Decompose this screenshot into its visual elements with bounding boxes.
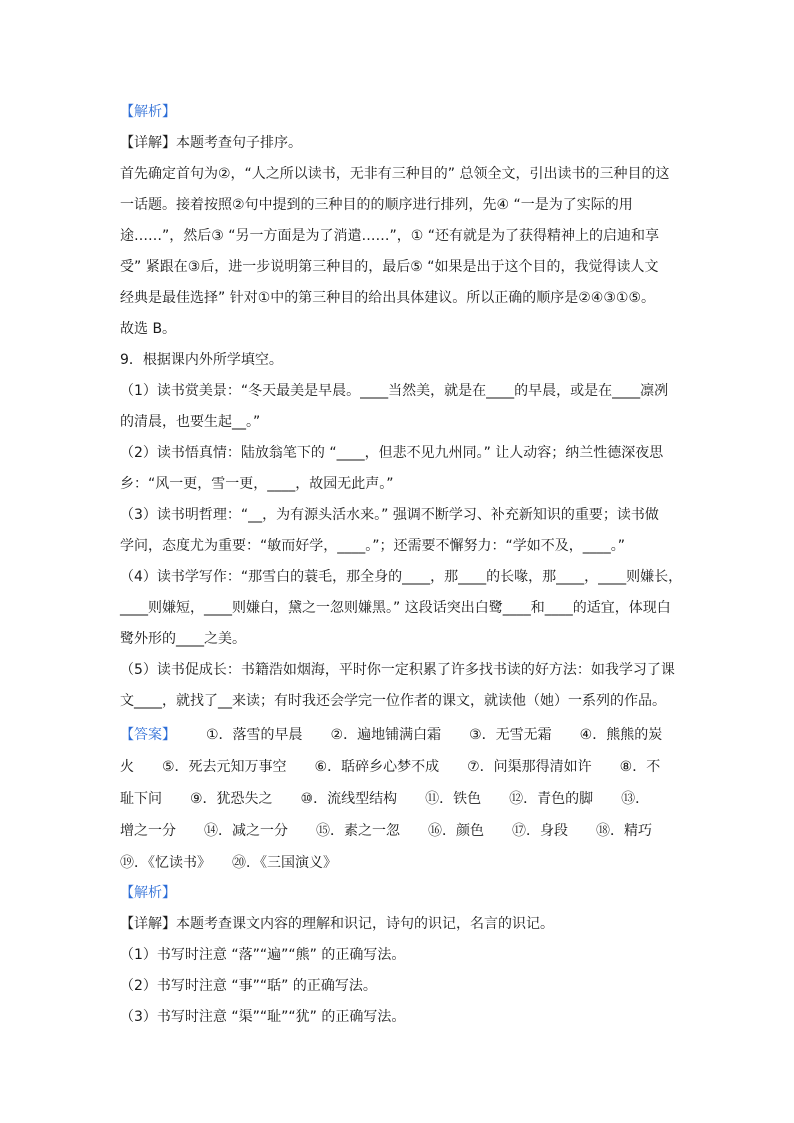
answer-row (120, 853, 690, 873)
text-line: （1）书写时注意 “落”“遍”“熊” 的正确写法。 (120, 947, 406, 963)
text-line: （2）书写时注意 “事”“聒” 的正确写法。 (120, 978, 377, 994)
text-line: （3）读书明哲理：“__，为有源头活水来。” 强调不断学习、补充新知识的重要；读书做 (120, 507, 659, 523)
text-line: 【详解】本题考查句子排序。 (120, 135, 302, 151)
text-line: （1）读书赏美景：“冬天最美是早晨。____当然美，就是在____的早晨，或是在____凛冽 (120, 383, 669, 399)
text-line: 乡：“风一更，雪一更，____，故园无此声。” (120, 476, 394, 492)
answer-text: 耻下问 ⑨．犹恐失之 ⑩．流线型结构 ⑪．铁色 ⑫．青色的脚 ⑬． (120, 791, 650, 807)
text-line: 的清晨，也要生起__。” (120, 414, 261, 430)
text-line: 学问，态度尤为重要：“敏而好学，____。”；还需要不懈努力：“学如不及，____。” (120, 538, 626, 554)
text-line: （2）读书悟真情：陆放翁笔下的 “____，但悲不见九州同。” 让人动容；纳兰性德深夜思 (120, 445, 664, 461)
answer-row (120, 821, 690, 841)
answer-row (120, 789, 690, 809)
answer-label: 【答案】 (120, 727, 176, 743)
text-line: 【解析】 (120, 104, 176, 120)
answer-text: ⑲．《忆读书》 ⑳．《三国演义》 (120, 855, 337, 871)
answer-row (120, 757, 690, 777)
answer-text: 增之一分 ⑭．减之一分 ⑮．素之一忽 ⑯．颜色 ⑰．身段 ⑱．精巧 (120, 823, 652, 839)
text-line: 首先确定首句为②，“人之所以读书，无非有三种目的” 总领全文，引出读书的三种目的这 (120, 166, 670, 182)
answer-text: 火 ⑤．死去元知万事空 ⑥．聒碎乡心梦不成 ⑦．问渠那得清如许 ⑧．不 (120, 759, 661, 775)
text-line: （5）读书促成长：书籍浩如烟海，平时你一定积累了许多找书读的好方法：如我学习了课 (120, 662, 675, 678)
text-line: 鹭外形的____之美。 (120, 631, 246, 647)
text-line: 途……”，然后③ “另一方面是为了消遣……”，① “还有就是为了获得精神上的启迪和享 (120, 228, 660, 244)
text-line: 一话题。接着按照②句中提到的三种目的的顺序进行排列，先④ “一是为了实际的用 (120, 197, 633, 213)
text-line: 【解析】 (120, 885, 176, 901)
text-line: 经典是最佳选择” 针对①中的第三种目的给出具体建议。所以正确的顺序是②④③①⑤。 (120, 290, 656, 306)
answer-text: ①．落雪的早晨 ②．遍地铺满白霜 ③．无雪无霜 ④．熊熊的炭 (206, 727, 663, 743)
text-line: ____则嫌短，____则嫌白，黛之一忽则嫌黑。” 这段话突出白鹭____和____的适宜，体现白 (120, 600, 671, 616)
answer-row (120, 725, 690, 745)
text-line: （3）书写时注意 “渠”“耻”“犹” 的正确写法。 (120, 1009, 406, 1025)
text-line: 【详解】本题考查课文内容的理解和识记，诗句的识记，名言的识记。 (120, 916, 554, 932)
text-line: 故选 B。 (120, 321, 177, 337)
text-line: 受” 紧跟在③后，进一步说明第三种目的，最后⑤ “如果是出于这个目的，我觉得读人文 (120, 259, 659, 275)
text-line: 文____，就找了__来读；有时我还会学完一位作者的课文，就读他（她）一系列的作品。 (120, 693, 666, 709)
text-line: 9．根据课内外所学填空。 (120, 352, 283, 368)
text-line: （4）读书学写作：“那雪白的蓑毛，那全身的____，那____的长喙，那____，____则嫌长， (120, 569, 683, 585)
